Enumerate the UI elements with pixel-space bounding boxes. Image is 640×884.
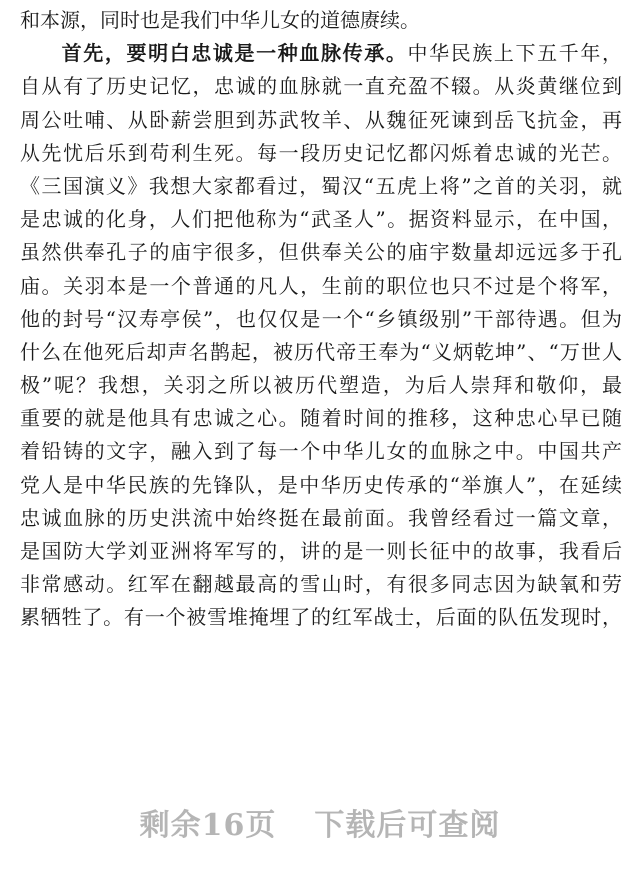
paragraph-first-line [20,37,622,70]
text-line-8: 虽然供奉孔子的庙宇很多，但供奉关公的庙宇数量却远远多于孔 [20,240,622,265]
download-to-view-label[interactable]: 下载后可查阅 [314,808,501,843]
text-line-6: 《三国演义》我想大家都看过，蜀汉“五虎上将”之首的关羽，就 [20,173,622,198]
text-line-11: 什么在他死后却声名鹊起，被历代帝王奉为“义炳乾坤”、“万世人 [20,339,622,364]
text-line-12: 极”呢？我想，关羽之所以被历代塑造，为后人崇拜和敬仰，最 [20,373,622,398]
text-line-19: 累牺牲了。有一个被雪堆掩埋了的红军战士，后面的队伍发现时， [20,605,622,630]
text-line-5: 从先忧后乐到苟利生死。每一段历史记忆都闪烁着忠诚的光芒。 [20,140,622,165]
text-line-14: 着铅铸的文字，融入到了每一个中华儿女的血脉之中。中国共产 [20,439,622,464]
text-line-10: 他的封号“汉寿亭侯”，也仅仅是一个“乡镇级别”干部待遇。但为 [20,306,622,331]
paragraph-lead: 首先，要明白忠诚是一种血脉传承。 [60,41,408,66]
text-line-7: 是忠诚的化身，人们把他称为“武圣人”。据资料显示，在中国， [20,207,622,232]
text-line-18: 非常感动。红军在翻越最高的雪山时，有很多同志因为缺氧和劳 [20,572,622,597]
text-line-17: 是国防大学刘亚洲将军写的，讲的是一则长征中的故事，我看后 [20,539,622,563]
download-prompt[interactable] [0,800,640,844]
text-line-1: 和本源，同时也是我们中华儿女的道德赓续。 [20,8,420,32]
text-line-13: 重要的就是他具有忠诚之心。随着时间的推移，这种忠心早已随 [20,406,622,431]
text-line-3: 自从有了历史记忆，忠诚的血脉就一直充盈不辍。从炎黄继位到 [20,74,622,99]
remaining-pages-label[interactable]: 剩余16页 [139,808,277,843]
paragraph-lead-rest: 中华民族上下五千年， [407,41,623,66]
text-line-4: 周公吐哺、从卧薪尝胆到苏武牧羊、从魏征死谏到岳飞抗金，再 [20,107,622,132]
document-body [20,4,622,635]
text-line-15: 党人是中华民族的先锋队，是中华历史传承的“举旗人”，在延续 [20,472,622,497]
text-line-9: 庙。关羽本是一个普通的凡人，生前的职位也只不过是个将军， [20,273,622,298]
text-line-16: 忠诚血脉的历史洪流中始终挺在最前面。我曾经看过一篇文章， [20,505,622,530]
